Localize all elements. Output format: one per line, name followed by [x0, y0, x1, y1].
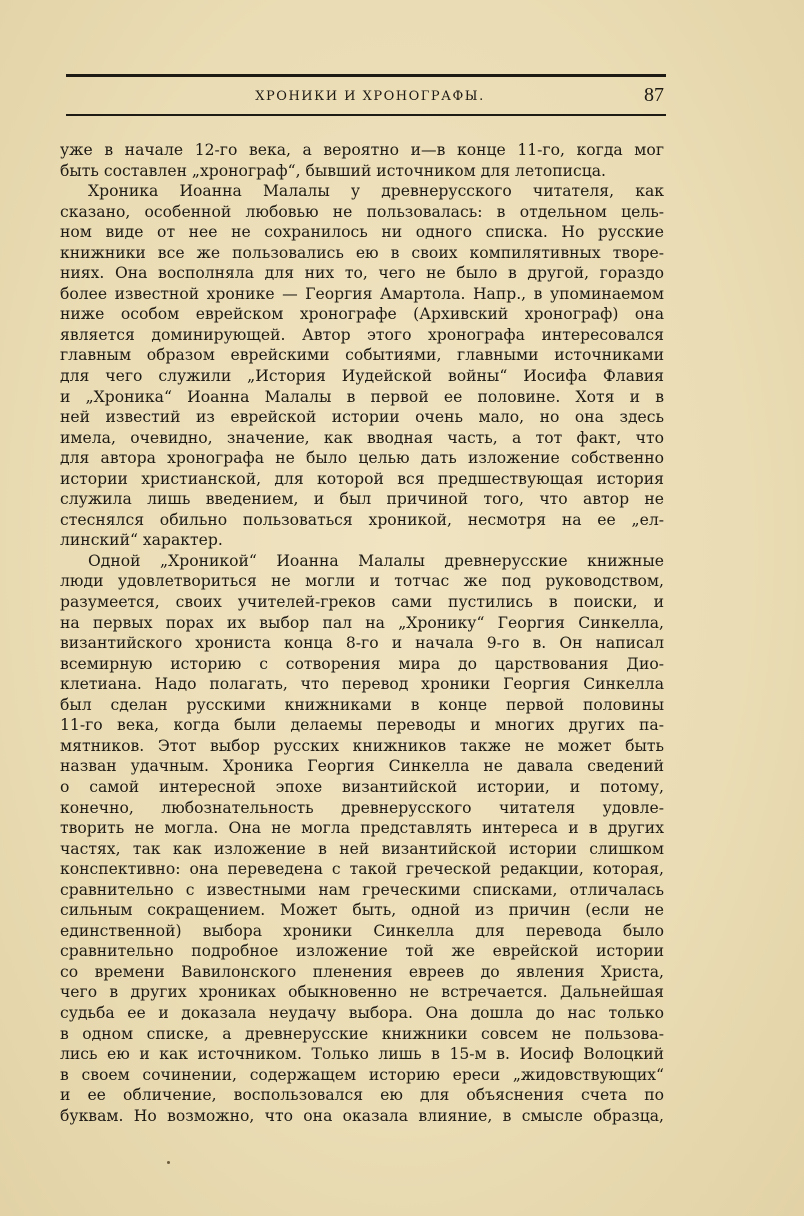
- text-line: сильным сокращением. Может быть, одной из причин (если не: [60, 901, 664, 920]
- text-line: главным образом еврейскими событиями, главными источниками: [60, 346, 664, 365]
- text-line: был сделан русскими книжниками в конце первой половины: [60, 695, 664, 714]
- text-line: в одном списке, а древнерусские книжники совсем не пользова-: [60, 1024, 664, 1043]
- text-line: на первых порах их выбор пал на „Хронику“ Георгия Синкелла,: [60, 613, 664, 632]
- text-line: клетиана. Надо полагать, что перевод хроники Георгия Синкелла: [60, 675, 664, 694]
- text-line: имела, очевидно, значение, как вводная часть, а тот факт, что: [60, 428, 664, 447]
- header-top-rule: [66, 74, 666, 77]
- text-line: сравнительно подробное изложение той же еврейской истории: [60, 942, 664, 961]
- paper-speck: [167, 1161, 170, 1164]
- text-line: буквам. Но возможно, что она оказала влияние, в смысле образца,: [60, 1106, 664, 1125]
- text-line: истории христианской, для которой вся предшествующая история: [60, 469, 664, 488]
- text-line: ном виде от нее не сохранилось ни одного списка. Но русские: [60, 223, 664, 242]
- text-line: ниже особом еврейском хронографе (Архивский хронограф) она: [60, 305, 664, 324]
- text-line: для автора хронографа не было целью дать изложение собственно: [60, 449, 664, 468]
- text-line: 11-го века, когда были делаемы переводы и многих других па-: [60, 716, 664, 735]
- text-line: со времени Вавилонского пленения евреев до явления Христа,: [60, 962, 664, 981]
- text-line: мятников. Этот выбор русских книжников также не может быть: [60, 736, 664, 755]
- header-bottom-rule: [66, 114, 666, 116]
- text-line: назван удачным. Хроника Георгия Синкелла не давала сведений: [60, 757, 664, 776]
- body-text: [60, 140, 664, 1126]
- text-line: стеснялся обильно пользоваться хроникой, несмотря на ее „ел-: [60, 510, 664, 529]
- text-line: в своем сочинении, содержащем историю ереси „жидовствующих“: [60, 1065, 664, 1084]
- text-line: сказано, особенной любовью не пользовалась: в отдельном цель-: [60, 202, 664, 221]
- text-line: конспективно: она переведена с такой греческой редакции, которая,: [60, 860, 664, 879]
- text-line: судьба ее и доказала неудачу выбора. Она дошла до нас только: [60, 1003, 664, 1022]
- text-line: Одной „Хроникой“ Иоанна Малалы древнерусские книжные: [88, 551, 664, 570]
- text-line: сравнительно с известными нам греческими списками, отличалась: [60, 880, 664, 899]
- text-line: разумеется, своих учителей-греков сами пустились в поиски, и: [60, 593, 664, 612]
- text-line: творить не могла. Она не могла представлять интереса и в других: [60, 819, 664, 838]
- text-line: книжники все же пользовались ею в своих компилятивных творе-: [60, 243, 664, 262]
- text-line: частях, так как изложение в ней византийской истории слишком: [60, 839, 664, 858]
- text-line: является доминирующей. Автор этого хронографа интересовался: [60, 325, 664, 344]
- text-line: уже в начале 12-го века, а вероятно и—в конце 11-го, когда мог: [60, 141, 664, 159]
- text-line: быть составлен „хронограф“, бывший источником для летописца.: [60, 161, 607, 180]
- text-line: о самой интересной эпохе византийской истории, и потому,: [60, 777, 664, 796]
- text-line: Хроника Иоанна Малалы у древнерусского читателя, как: [88, 182, 664, 201]
- text-line: и ее обличение, воспользовался ею для объяснения счета по: [60, 1086, 664, 1105]
- text-line: лись ею и как источником. Только лишь в 15-м в. Иосиф Волоцкий: [60, 1045, 664, 1064]
- text-line: ниях. Она восполняла для них то, чего не было в другой, гораздо: [60, 264, 664, 283]
- text-line: всемирную историю с сотворения мира до царствования Дио-: [60, 654, 664, 673]
- text-line: для чего служили „История Иудейской войны“ Иосифа Флавия: [60, 367, 664, 386]
- text-line: византийского хрониста конца 8-го и начала 9-го в. Он написал: [60, 634, 664, 653]
- text-line: и „Хроника“ Иоанна Малалы в первой ее половине. Хотя и в: [60, 387, 664, 406]
- text-line: конечно, любознательность древнерусского читателя удовле-: [60, 798, 664, 817]
- text-line: служила лишь введением, и был причиной того, что автор не: [60, 490, 664, 509]
- text-line: более известной хронике — Георгия Амартола. Напр., в упоминаемом: [60, 284, 664, 303]
- text-line: линский“ характер.: [60, 531, 223, 550]
- text-line: единственной) выбора хроники Синкелла для перевода было: [60, 921, 664, 940]
- text-line: чего в других хрониках обыкновенно не встречается. Дальнейшая: [60, 983, 664, 1002]
- running-title: ХРОНИКИ И ХРОНОГРАФЫ.: [255, 89, 485, 104]
- text-line: люди удовлетвориться не могли и тотчас же под руководством,: [60, 572, 664, 591]
- page-number: 87: [644, 84, 664, 106]
- text-line: ней известий из еврейской истории очень мало, но она здесь: [60, 408, 664, 427]
